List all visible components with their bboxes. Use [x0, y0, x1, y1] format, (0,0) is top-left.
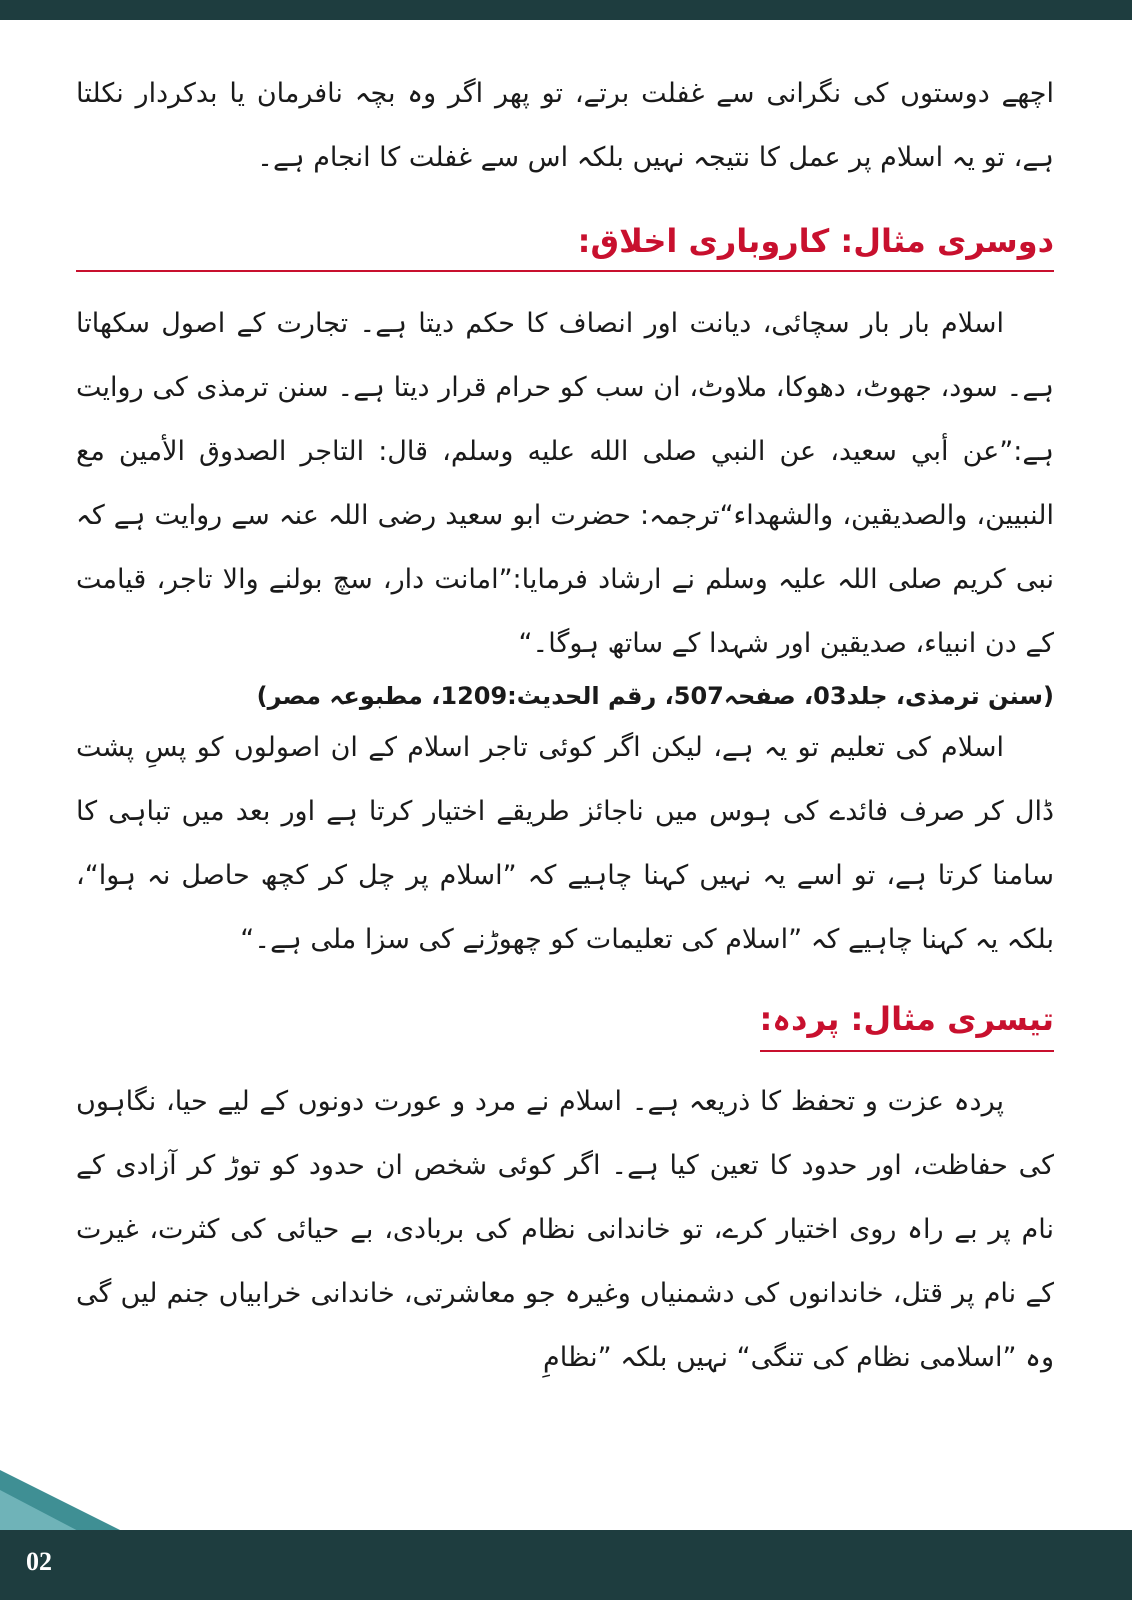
- paragraph-2: اسلام بار بار سچائی، دیانت اور انصاف کا حکم دیتا ہے۔ تجارت کے اصول سکھاتا ہے۔ سود، جھوٹ، دھوکا، ملاوٹ، ان سب کو حرام قرار دیتا ہے۔ سنن ترمذی کی روایت ہے:”عن أبي سعيد، عن النبي صلى الله عليه وسلم، قال: التاجر الصدوق الأمين مع النبيين، والصديقين، والشهداء“ترجمہ: حضرت ابو سعید رضی اللہ عنہ سے روایت ہے کہ نبی کریم صلی اللہ علیہ وسلم نے ارشاد فرمایا:”امانت دار، سچ بولنے والا تاجر، قیامت کے دن انبیاء، صدیقین اور شہدا کے ساتھ ہوگا۔“: [76, 308, 1054, 659]
- top-bar: [0, 0, 1132, 20]
- page-content: [76, 62, 1054, 1390]
- heading-example-3: تیسری مثال: پردہ:: [760, 992, 1055, 1052]
- paragraph-3: اسلام کی تعلیم تو یہ ہے، لیکن اگر کوئی تاجر اسلام کے ان اصولوں کو پسِ پشت ڈال کر صرف فائدے کی ہوس میں ناجائز طریقے اختیار کرتا ہے اور بعد میں تباہی کا سامنا کرتا ہے، تو اسے یہ نہیں کہنا چاہیے کہ ”اسلام پر چل کر کچھ حاصل نہ ہوا“، بلکہ یہ کہنا چاہیے کہ ”اسلام کی تعلیمات کو چھوڑنے کی سزا ملی ہے۔“: [76, 732, 1054, 955]
- heading-example-2: دوسری مثال: کاروباری اخلاق:: [577, 222, 1054, 260]
- paragraph-1: اچھے دوستوں کی نگرانی سے غفلت برتے، تو پھر اگر وہ بچہ نافرمان یا بدکردار نکلتا ہے، تو یہ اسلام پر عمل کا نتیجہ نہیں بلکہ اس سے غفلت کا انجام ہے۔: [76, 78, 1054, 173]
- paragraph-4: پردہ عزت و تحفظ کا ذریعہ ہے۔ اسلام نے مرد و عورت دونوں کے لیے حیا، نگاہوں کی حفاظت، اور حدود کا تعین کیا ہے۔ اگر کوئی شخص ان حدود کو توڑ کر آزادی کے نام پر بے راہ روی اختیار کرے، تو خاندانی نظام کی بربادی، بے حیائی کی کثرت، غیرت کے نام پر قتل، خاندانوں کی دشمنیاں وغیرہ جو معاشرتی، خاندانی خرابیاں جنم لیں گی وہ ”اسلامی نظام کی تنگی“ نہیں بلکہ ”نظامِ: [76, 1086, 1054, 1373]
- page-number: 02: [26, 1547, 52, 1576]
- heading-example-3-wrap: [76, 982, 1054, 1070]
- hadith-reference: (سنن ترمذی، جلد03، صفحہ507، رقم الحدیث:1209، مطبوعہ مصر): [256, 682, 1054, 710]
- heading-example-2-wrap: [76, 204, 1054, 272]
- footer-bar: [0, 1530, 1132, 1600]
